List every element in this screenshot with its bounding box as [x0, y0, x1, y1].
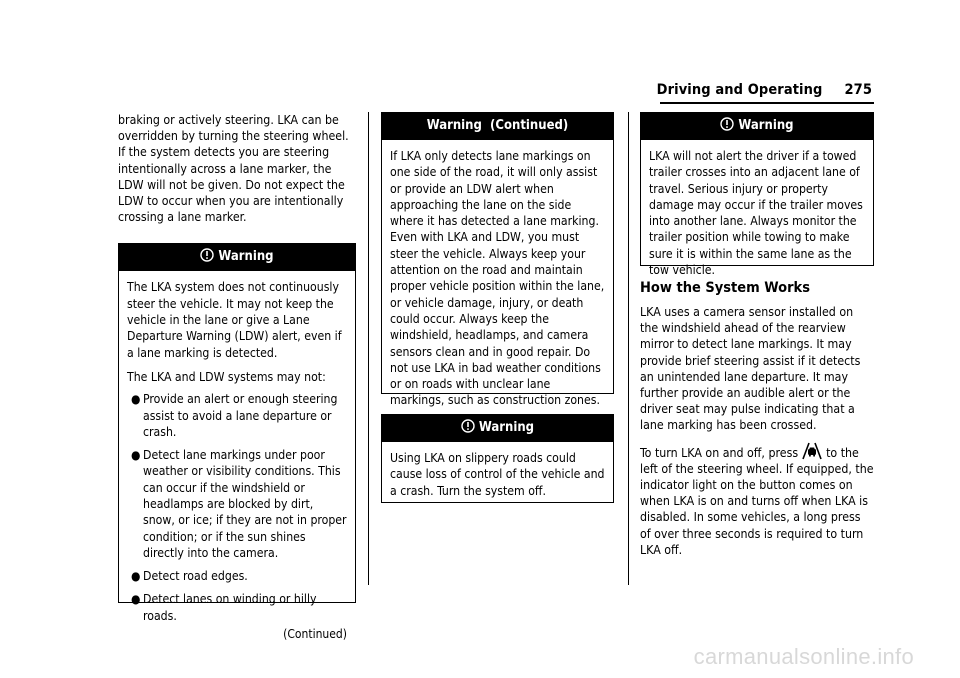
- lane-keep-assist-icon: [800, 442, 824, 460]
- warning-continued-paragraph: If LKA only detects lane markings on one side of the road, it will only assist or provide an LDW alert when approaching the lane on the side where it has detected a lane marking. Even with LKA and LDW, you must steer the vehicle. Always keep your attention on the road and maintain proper vehicle position within the lane, or vehicle damage, injury, or death could occur. Always keep the windshield, headlamps, and camera sensors clean and in good repair. Do not use LKA in bad weather conditions or on roads with unclear lane markings, such as construction zones.: [390, 149, 605, 408]
- section-title: Driving and Operating: [656, 82, 823, 98]
- warning-body: [119, 271, 355, 649]
- page-number: 275: [844, 82, 872, 98]
- column-divider-2: [628, 112, 629, 585]
- bullet-icon: ●: [131, 448, 141, 463]
- warning-box-1: [118, 243, 356, 642]
- warning-header: [640, 112, 874, 140]
- warning-bullet-list: [127, 391, 347, 624]
- warning-continued-header: Warning (Continued): [381, 112, 614, 140]
- warning-body: [382, 442, 613, 507]
- warning-continued-box: [381, 112, 614, 408]
- warning-body: [641, 140, 873, 286]
- list-item: ● Detect road edges.: [131, 569, 248, 584]
- warning-box-3: [640, 112, 874, 278]
- warning-paragraph-2: The LKA and LDW systems may not:: [127, 369, 326, 384]
- bullet-icon: ●: [131, 392, 141, 407]
- body-paragraph-1: LKA uses a camera sensor installed on the windshield ahead of the rearview mirror to detect lane markings. It may provide brief steering assist if it detects an unintended lane departure. It may further provide an audible alert or the driver seat may pulse indicating that a lane marking has been crossed.: [640, 305, 861, 433]
- warning-title: Warning: [478, 420, 535, 435]
- warning-header: [118, 243, 356, 271]
- warning-paragraph-1: The LKA system does not continuously steer the vehicle. It may not keep the vehicle in the lane or give a Lane Departure Warning (LDW) alert, even if a lane marking is detected.: [127, 280, 342, 360]
- bullet-icon: ●: [131, 592, 141, 607]
- body-paragraph-2: To turn LKA on and off, press to the left of the steering wheel. If equipped, the indicator light on the button comes on when LKA is on and turns off when LKA is disabled. In some vehicles, a long press of over three seconds is required to turn LKA off.: [640, 442, 874, 558]
- column-divider-1: [368, 112, 369, 585]
- list-item: ● Provide an alert or enough steering assist to avoid a lane departure or crash.: [131, 392, 338, 439]
- column-1: [118, 112, 356, 642]
- warning-icon: [200, 248, 214, 262]
- header-rule: [660, 102, 874, 104]
- warning-paragraph: LKA will not alert the driver if a towed trailer crosses into an adjacent lane of travel. Serious injury or property damage may occur if the trailer moves into another lane. Always monitor the trailer position while towing to make sure it is within the same lane as the tow vehicle.: [649, 149, 863, 278]
- section-heading: How the System Works: [640, 280, 810, 296]
- warning-continued-body: [382, 140, 613, 417]
- warning-box-2: [381, 414, 614, 503]
- warning-header: [381, 414, 614, 442]
- warning-paragraph: Using LKA on slippery roads could cause loss of control of the vehicle and a crash. Turn the system off.: [390, 451, 605, 498]
- warning-title: Warning: [738, 118, 794, 133]
- column-3: [640, 112, 874, 558]
- watermark: carmanualsonline.info: [693, 644, 914, 669]
- bullet-icon: ●: [131, 569, 141, 584]
- list-item: ● Detect lane markings under poor weather or visibility conditions. This can occur if the windshield or headlamps are blocked by dirt, snow, or ice; if they are not in proper condition; or if the sun shines directly into the camera.: [131, 448, 347, 560]
- column-2: [381, 112, 614, 503]
- page-header: [657, 82, 872, 98]
- list-item: ● Detect lanes on winding or hilly roads.: [131, 592, 317, 623]
- continued-label: (Continued): [283, 627, 347, 642]
- warning-icon: [461, 419, 475, 433]
- intro-paragraph: braking or actively steering. LKA can be overridden by turning the steering wheel. If the system detects you are steering intentionally across a lane marker, the LDW will not be given. Do not expect the LDW to occur when you are intentionally crossing a lane marker.: [118, 113, 349, 225]
- warning-icon: [720, 117, 734, 131]
- warning-title: Warning: [218, 249, 274, 265]
